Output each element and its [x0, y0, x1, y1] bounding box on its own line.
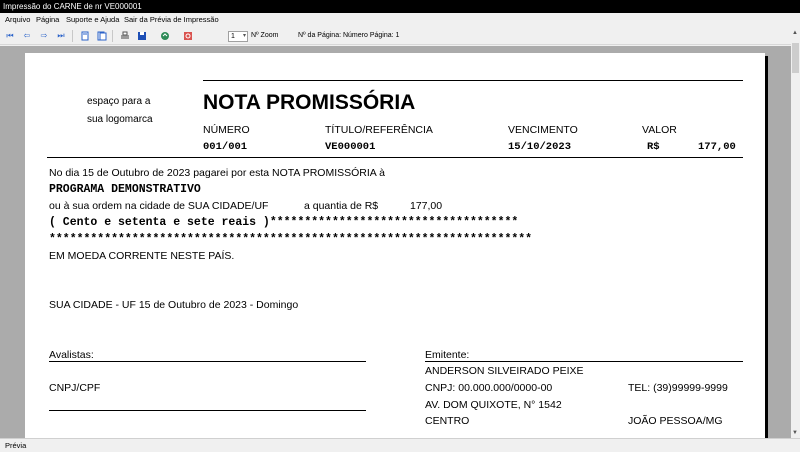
issuer-phone: TEL: (39)99999-9999 — [628, 382, 728, 394]
vertical-scrollbar[interactable] — [791, 27, 800, 438]
currency-statement: EM MOEDA CORRENTE NESTE PAÍS. — [49, 250, 235, 262]
save-icon[interactable] — [137, 31, 147, 41]
menu-bar — [0, 14, 800, 26]
amount-value: 177,00 — [410, 200, 443, 212]
last-page-icon[interactable]: ⏭ — [57, 31, 65, 40]
print-icon[interactable] — [120, 31, 130, 41]
header-number: NÚMERO — [203, 124, 250, 136]
issuer-city: JOÃO PESSOA/MG — [628, 415, 723, 427]
single-page-icon[interactable] — [80, 31, 90, 41]
issuer-name: ANDERSON SILVEIRADO PEIXE — [425, 365, 584, 377]
scroll-down-icon[interactable]: ▼ — [792, 430, 798, 436]
document-title: NOTA PROMISSÓRIA — [203, 91, 416, 114]
menu-sair-previa[interactable]: Sair da Prévia de Impressão — [124, 15, 219, 24]
logo-placeholder-line1: espaço para a — [87, 96, 151, 107]
chevron-down-icon: ▾ — [242, 33, 246, 39]
scroll-up-icon[interactable]: ▲ — [792, 30, 798, 36]
next-page-icon[interactable]: ⇨ — [40, 31, 48, 40]
logo-placeholder-line2: sua logomarca — [87, 114, 153, 125]
payee-name: PROGRAMA DEMONSTRATIVO — [49, 183, 201, 196]
promissory-note-page — [25, 53, 765, 438]
zoom-label: Nº Zoom — [251, 32, 279, 39]
issuer-label: Emitente: — [425, 349, 470, 361]
zoom-value: 1 — [231, 33, 235, 40]
issuer-cnpj: CNPJ: 00.000.000/0000-00 — [425, 382, 553, 394]
note-amount: 177,00 — [698, 141, 736, 153]
menu-arquivo[interactable]: Arquivo — [5, 15, 31, 24]
note-title-ref: VE000001 — [325, 141, 376, 153]
status-bar: Prévia — [0, 438, 800, 452]
note-due-date: 15/10/2023 — [508, 141, 572, 153]
menu-pagina[interactable]: Página — [36, 15, 60, 24]
guarantors-label: Avalistas: — [49, 349, 94, 361]
header-rule — [47, 157, 743, 158]
cnpj-cpf-label: CNPJ/CPF — [49, 382, 101, 394]
window-title: Impressão do CARNE de nr VE000001 — [0, 0, 800, 13]
scroll-thumb[interactable] — [792, 43, 799, 73]
zoom-select[interactable] — [228, 31, 248, 42]
amount-in-words: ( Cento e setenta e sete reais )************************************ — [49, 216, 519, 229]
issuer-signature-line — [425, 361, 743, 362]
close-preview-icon[interactable] — [183, 31, 193, 41]
export-icon[interactable] — [160, 31, 170, 41]
body-line-1: No dia 15 de Outubro de 2023 pagarei por esta NOTA PROMISSÓRIA à — [49, 167, 385, 179]
page-number-info: Nº da Página: Número Página: 1 — [298, 32, 400, 39]
guarantors-signature-line — [49, 361, 366, 362]
toolbar — [0, 27, 800, 45]
place-and-date: SUA CIDADE - UF 15 de Outubro de 2023 - Domingo — [49, 299, 299, 311]
menu-suporte-ajuda[interactable]: Suporte e Ajuda — [66, 15, 120, 24]
guarantors-second-line — [49, 410, 366, 411]
top-rule — [203, 80, 743, 81]
header-due-date: VENCIMENTO — [508, 124, 578, 136]
note-number: 001/001 — [203, 141, 248, 153]
issuer-address: AV. DOM QUIXOTE, N° 1542 — [425, 399, 562, 411]
toolbar-separator — [72, 30, 73, 42]
header-value: VALOR — [642, 124, 677, 136]
toolbar-separator — [112, 30, 113, 42]
previous-page-icon[interactable]: ⇦ — [23, 31, 31, 40]
two-pages-icon[interactable] — [97, 31, 107, 41]
first-page-icon[interactable]: ⏮ — [6, 31, 14, 40]
asterisk-fill-line: ********************************************************************** — [49, 233, 533, 246]
amount-label: a quantia de R$ — [304, 200, 379, 212]
note-currency: R$ — [647, 141, 660, 153]
issuer-district: CENTRO — [425, 415, 470, 427]
header-title-ref: TÍTULO/REFERÊNCIA — [325, 124, 433, 136]
body-line-3: ou à sua ordem na cidade de SUA CIDADE/UF — [49, 200, 269, 212]
preview-area — [0, 46, 791, 438]
